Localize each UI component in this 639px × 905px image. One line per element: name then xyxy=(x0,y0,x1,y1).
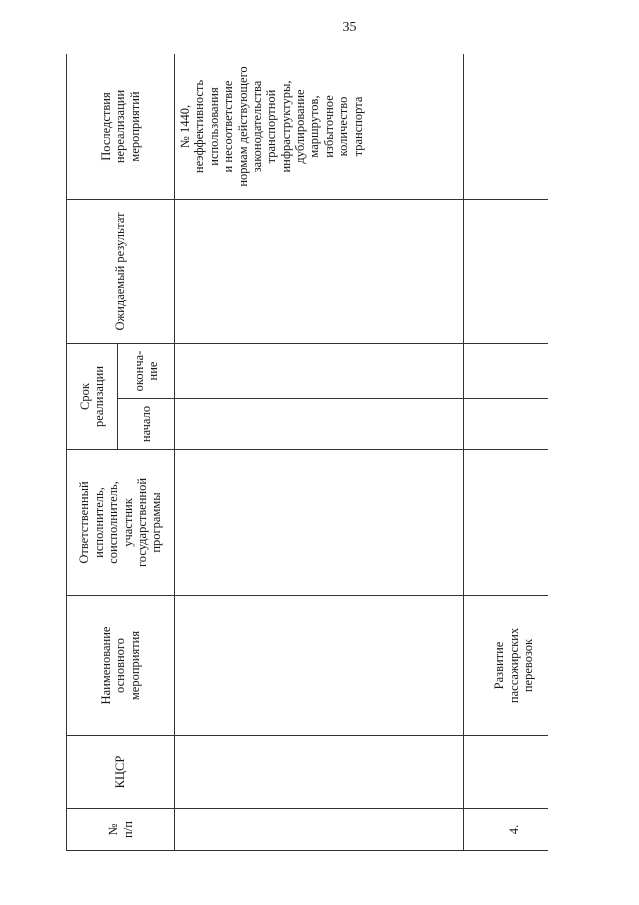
cell-expected xyxy=(175,200,464,344)
measures-table xyxy=(66,54,548,851)
cell-start xyxy=(464,399,549,450)
cell-expected xyxy=(464,200,549,344)
cell-num xyxy=(175,809,464,851)
rotated-table-frame xyxy=(66,54,548,851)
header-start: начало xyxy=(118,399,175,450)
cell-kcsr xyxy=(175,736,464,809)
cell-kcsr xyxy=(464,736,549,809)
header-name: Наименование основного мероприятия xyxy=(67,596,175,736)
cell-name: Развитие пассажирских перевозок xyxy=(464,596,549,736)
table-row xyxy=(464,54,549,851)
cell-consequences xyxy=(464,54,549,200)
table-container xyxy=(66,54,548,851)
header-expected: Ожидаемый результат xyxy=(67,200,175,344)
cell-responsible xyxy=(175,450,464,596)
cell-start xyxy=(175,399,464,450)
header-term: Срок реализации xyxy=(67,344,118,450)
cell-end xyxy=(175,344,464,399)
cell-end xyxy=(464,344,549,399)
page-number: 35 xyxy=(342,20,357,35)
header-responsible: Ответственный исполнитель, соисполнитель, участник государственной программы xyxy=(67,450,175,596)
cell-responsible xyxy=(464,450,549,596)
header-num: № п/п xyxy=(67,809,175,851)
header-kcsr: КЦСР xyxy=(67,736,175,809)
cell-consequences: № 1440, неэффективность использования и несоответствие нормам действующего законодательства транспортной инфраструктуры, дублирование маршрутов, избыточное количество транспорта xyxy=(175,54,464,200)
table-row xyxy=(175,54,464,851)
header-end: оконча- ние xyxy=(118,344,175,399)
header-row-top xyxy=(67,54,118,851)
cell-num: 4. xyxy=(464,809,549,851)
cell-name xyxy=(175,596,464,736)
header-consequences: Последствия нереализации мероприятий xyxy=(67,54,175,200)
